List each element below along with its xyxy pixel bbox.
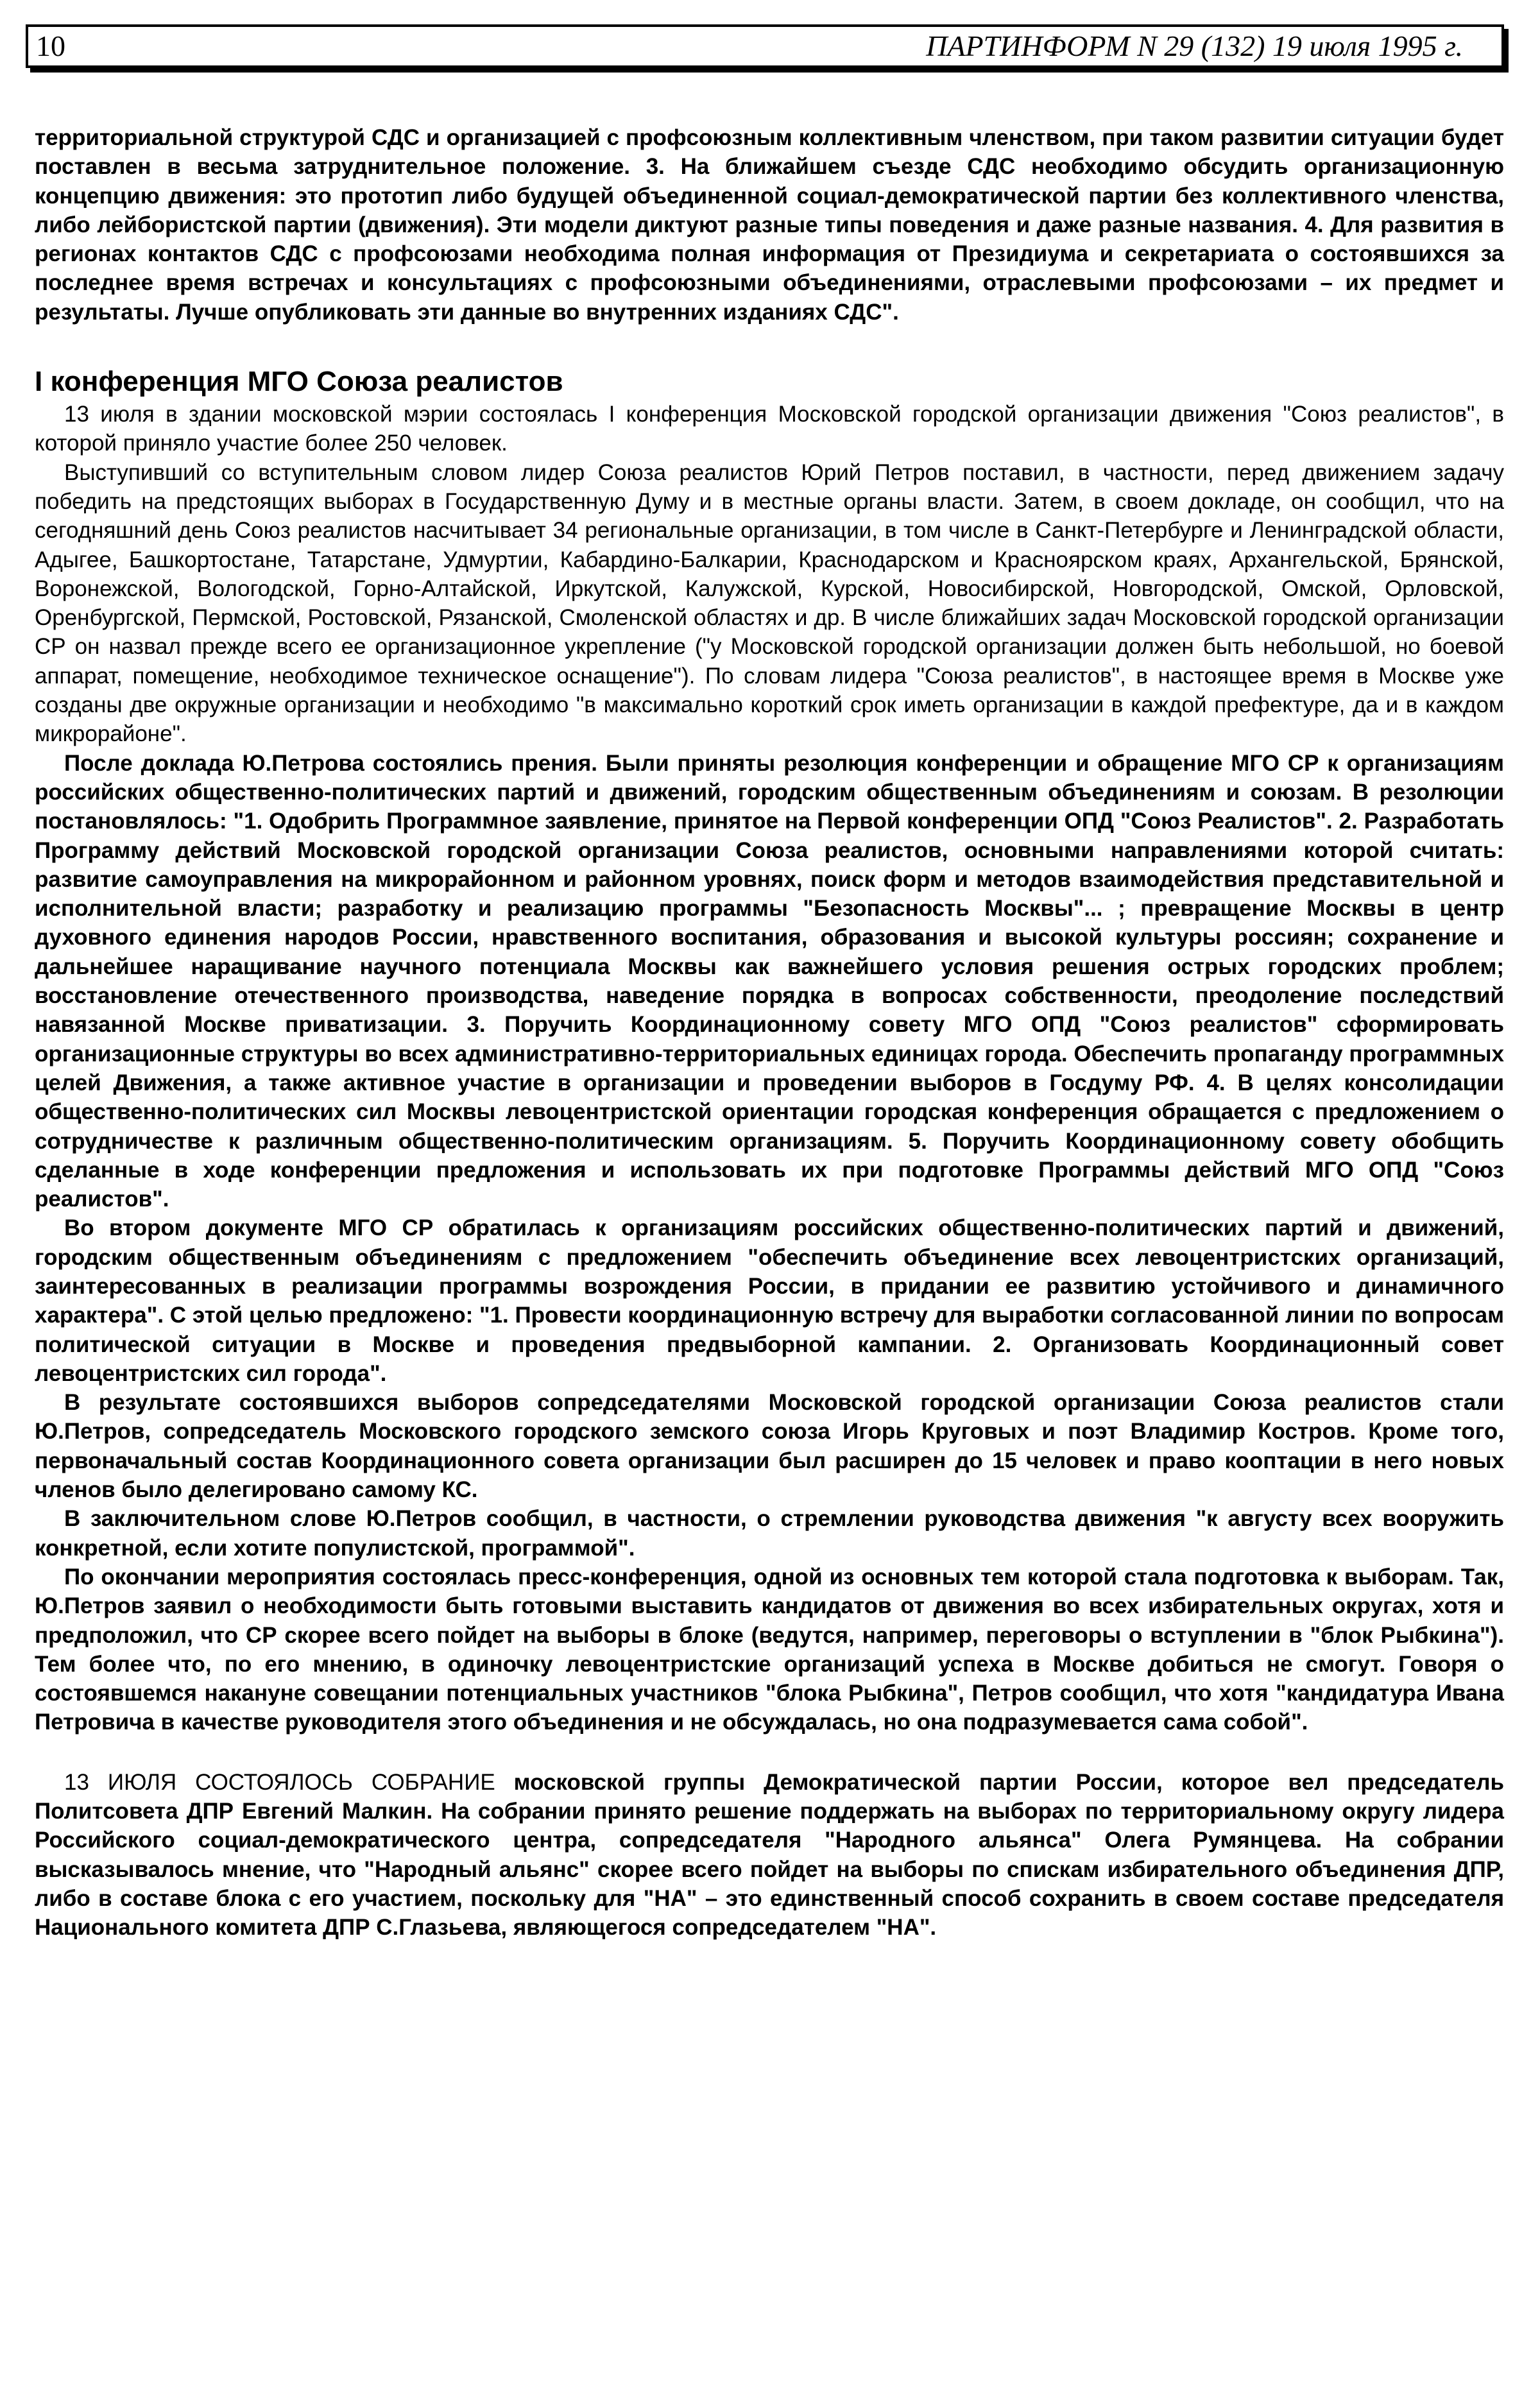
- issue-title: ПАРТИНФОРМ N 29 (132) 19 июля 1995 г.: [926, 30, 1463, 62]
- news-paragraph: [35, 1768, 1504, 1942]
- page-number: 10: [36, 30, 65, 62]
- article-bold-paragraph: Во втором документе МГО СР обратилась к организациям российских общественно-политических партий и движений, городским общественным объединениям с предложением "обеспечить объединение всех левоцентристских организаций, заинтересованных в реализации программы возрождения России, в придании ее развитию устойчивого и динамичного характера". С этой целью предложено: "1. Провести координационную встречу для выработки согласованной линии по вопросам политической ситуации в Москве и проведения предвыборной кампании. 2. Организовать Координационный совет левоцентристских сил города".: [35, 1215, 1504, 1386]
- article-title: I конференция МГО Союза реалистов: [35, 366, 563, 398]
- article-bold-paragraph: По окончании мероприятия состоялась пресс-конференция, одной из основных тем которой стала подготовка к выборам. Так, Ю.Петров заявил о необходимости быть готовыми выставить кандидатов от движения во всех избирательных округах, хотя и предположил, что СР скорее всего пойдет на выборы в блоке (ведутся, например, переговоры о вступлении в "блок Рыбкина"). Тем более что, по его мнению, в одиночку левоцентристские организаций успеха в Москве добиться не смогут. Говоря о состоявшемся накануне совещании потенциальных участников "блока Рыбкина", Петров сообщил, что хотя "кандидатура Ивана Петровича в качестве руководителя этого объединения и не обсуждалась, но она подразумевается сама собой".: [35, 1564, 1504, 1735]
- article-paragraph: Выступивший со вступительным словом лидер Союза реалистов Юрий Петров поставил, в частности, перед движением задачу победить на предстоящих выборах в Государственную Думу и в местные органы власти. Затем, в своем докладе, он сообщил, что на сегодняшний день Союз реалистов насчитывает 34 региональные организации, в том числе в Санкт-Петербурге и Ленинградской области, Адыгее, Башкортостане, Татарстане, Удмуртии, Кабардино-Балкарии, Краснодарском и Красноярском краях, Архангельской, Брянской, Воронежской, Вологодской, Горно-Алтайской, Иркутской, Калужской, Курской, Новосибирской, Новгородской, Омской, Орловской, Оренбургской, Пермской, Ростовской, Рязанской, Смоленской областях и др. В числе ближайших задач Московской городской организации СР он назвал прежде всего ее организационное укрепление ("у Московской городской организации должен быть небольшой, но боевой аппарат, помещение, необходимое техническое оснащение"). По словам лидера "Союза реалистов", в настоящее время в Москве уже созданы две окружные организации и необходимо "в максимально короткий срок иметь организации в каждой префектуре, да и в каждом микрорайоне".: [35, 459, 1504, 747]
- article-paragraph: 13 июля в здании московской мэрии состоялась I конференция Московской городской организации движения "Союз реалистов", в которой приняло участие более 250 человек.: [35, 402, 1504, 456]
- article-bold-paragraph: В заключительном слове Ю.Петров сообщил, в частности, о стремлении руководства движения "к августу всех вооружить конкретной, если хотите популистской, программой".: [35, 1506, 1504, 1561]
- section-gap: [35, 1737, 1504, 1768]
- article-bold-paragraph: После доклада Ю.Петрова состоялись прения. Были приняты резолюция конференции и обращение МГО СР к организациям российских общественно-политических партий и движений, городским общественным объединениям и союзам. В резолюции постановлялось: "1. Одобрить Программное заявление, принятое на Первой конференции ОПД "Союз Реалистов". 2. Разработать Программу действий Московской городской организации Союза реалистов, основными направлениями которой считать: развитие самоуправления на микрорайонном и районном уровнях, поиск форм и методов взаимодействия представительной и исполнительной власти; разработку и реализацию программы "Безопасность Москвы"... ; превращение Москвы в центр духовного единения народов России, нравственного воспитания, образования и высокой культуры россиян; сохранение и дальнейшее наращивание научного потенциала Москвы как важнейшего условия решения острых городских проблем; восстановление отечественного производства, наведение порядка в вопросах собственности, преодоление последствий навязанной Москве приватизации. 3. Поручить Координационному совету МГО ОПД "Союз реалистов" сформировать организационные структуры во всех административно-территориальных единицах города. Обеспечить пропаганду программных целей Движения, а также активное участие в организации и проведении выборов в Госдуму РФ. 4. В целях консолидации общественно-политических сил Москвы левоцентристской ориентации городская конференция обращается с предложением о сотрудничестве к различным общественно-политическим организациям. 5. Поручить Координационному совету обобщить сделанные в ходе конференции предложения и использовать их при подготовке Программы действий МГО ОПД "Союз реалистов".: [35, 750, 1504, 1212]
- page-content: [26, 123, 1509, 1942]
- article-bold-paragraph: В результате состоявшихся выборов сопредседателями Московской городской организации Союза реалистов стали Ю.Петров, сопредседатель Московского городского земского союза Игорь Круговых и поэт Владимир Костров. Кроме того, первоначальный состав Координационного совета организации был расширен до 15 человек и право кооптации в него новых членов было делегировано самому КС.: [35, 1390, 1504, 1503]
- intro-paragraph: территориальной структурой СДС и организацией с профсоюзным коллективным членством, при таком развитии ситуации будет поставлен в весьма затруднительное положение. 3. На ближайшем съезде СДС необходимо обсудить организационную концепцию движения: это прототип либо будущей объединенной социал-демократической партии без коллективного членства, либо лейбористской партии (движения). Эти модели диктуют разные типы поведения и даже разные названия. 4. Для развития в регионах контактов СДС с профсоюзами необходима полная информация от Президиума и секретариата о состоявшихся за последнее время встречах и консультациях с профсоюзными объединениями, отраслевыми профсоюзами – их предмет и результаты. Лучше опубликовать эти данные во внутренних изданиях СДС".: [35, 125, 1504, 325]
- page: [26, 24, 1509, 1942]
- page-header: [26, 24, 1504, 68]
- news-text: московской группы Демократической партии России, которое вел председатель Политсовета ДПР Евгений Малкин. На собрании принято решение поддержать на выборах по территориальному округу лидера Российского социал-демократического центра, сопредседателя "Народного альянса" Олега Румянцева. На собрании высказывалось мнение, что "Народный альянс" скорее всего пойдет на выборы по спискам избирательного объединения ДПР, либо в составе блока с его участием, поскольку для "НА" – это единственный способ сохранить в своем составе председателя Национального комитета ДПР С.Глазьева, являющегося сопредседателем "НА".: [35, 1769, 1504, 1941]
- news-lead: 13 ИЮЛЯ СОСТОЯЛОСЬ СОБРАНИЕ: [64, 1769, 495, 1795]
